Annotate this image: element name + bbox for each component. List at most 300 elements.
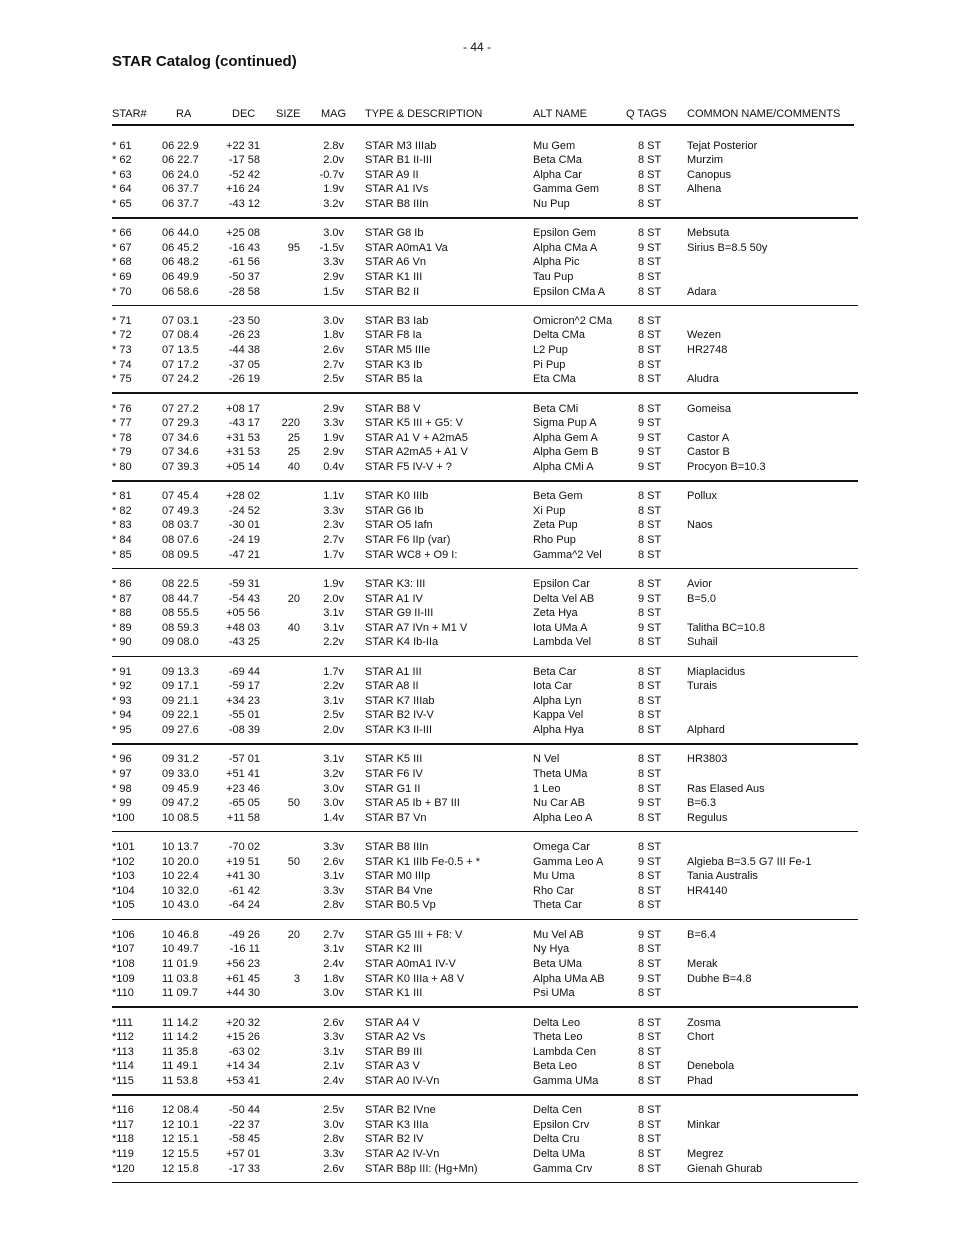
cell-mag: 3.3v <box>323 417 344 430</box>
cell-dec: -24 19 <box>228 534 260 547</box>
cell-tags: 9 ST <box>638 928 662 941</box>
cell-alt: Alpha Gem B <box>533 446 599 459</box>
cell-tags: 8 ST <box>638 154 662 167</box>
cell-dec: -70 02 <box>228 841 260 854</box>
cell-comm: Aludra <box>687 373 719 386</box>
cell-alt: Alpha Car <box>533 168 582 181</box>
table-row <box>0 402 954 417</box>
cell-dec: -61 56 <box>228 256 260 269</box>
cell-star: * 92 <box>112 680 132 693</box>
cell-type: STAR O5 Iafn <box>365 519 433 532</box>
cell-mag: 1.8v <box>323 972 344 985</box>
cell-star: *118 <box>112 1133 134 1146</box>
cell-alt: Mu Gem <box>533 139 576 152</box>
cell-alt: Gamma^2 Vel <box>533 548 602 561</box>
cell-type: STAR B8 IIIn <box>365 197 429 210</box>
cell-ra: 07 24.2 <box>162 373 199 386</box>
cell-tags: 8 ST <box>638 1045 662 1058</box>
cell-star: *112 <box>112 1031 134 1044</box>
cell-type: STAR F6 IIp (var) <box>365 534 451 547</box>
star-group <box>0 226 954 299</box>
cell-ra: 09 17.1 <box>162 680 199 693</box>
cell-dec: -43 12 <box>228 197 260 210</box>
cell-ra: 12 15.5 <box>162 1147 199 1160</box>
cell-star: * 73 <box>112 344 132 357</box>
cell-mag: 2.7v <box>323 928 344 941</box>
table-row <box>0 840 954 855</box>
cell-type: STAR A2 IV-Vn <box>365 1147 440 1160</box>
table-row <box>0 416 954 431</box>
cell-comm: Chort <box>687 1031 714 1044</box>
cell-ra: 07 13.5 <box>162 344 199 357</box>
cell-dec: +08 17 <box>226 402 260 415</box>
table-row <box>0 621 954 636</box>
cell-ra: 07 45.4 <box>162 490 199 503</box>
cell-alt: Gamma UMa <box>533 1074 599 1087</box>
cell-size: 50 <box>287 855 300 868</box>
cell-alt: Rho Car <box>533 884 574 897</box>
cell-dec: -49 26 <box>228 928 260 941</box>
cell-tags: 8 ST <box>638 314 662 327</box>
cell-tags: 9 ST <box>638 431 662 444</box>
cell-tags: 8 ST <box>638 1118 662 1131</box>
cell-type: STAR K1 IIIb Fe-0.5 + * <box>365 855 481 868</box>
cell-ra: 08 03.7 <box>162 519 199 532</box>
cell-alt: Theta Leo <box>533 1031 583 1044</box>
cell-star: *120 <box>112 1162 135 1175</box>
table-row <box>0 752 954 767</box>
table-row <box>0 606 954 621</box>
cell-alt: Epsilon Crv <box>533 1118 590 1131</box>
cell-comm: Gomeisa <box>687 402 732 415</box>
cell-tags: 8 ST <box>638 841 662 854</box>
cell-tags: 8 ST <box>638 373 662 386</box>
cell-dec: +05 14 <box>226 460 260 473</box>
cell-tags: 8 ST <box>638 884 662 897</box>
cell-tags: 8 ST <box>638 1074 662 1087</box>
cell-mag: 1.4v <box>323 811 344 824</box>
table-row <box>0 1074 954 1089</box>
cell-type: STAR K7 IIIab <box>365 694 435 707</box>
cell-ra: 11 09.7 <box>162 987 198 1000</box>
cell-type: STAR A5 Ib + B7 III <box>365 797 460 810</box>
cell-comm: Miaplacidus <box>687 665 746 678</box>
cell-ra: 12 10.1 <box>162 1118 199 1131</box>
cell-dec: -55 01 <box>228 709 260 722</box>
cell-alt: Theta Car <box>533 899 582 912</box>
cell-ra: 10 20.0 <box>162 855 199 868</box>
cell-tags: 8 ST <box>638 402 662 415</box>
cell-tags: 9 ST <box>638 417 662 430</box>
cell-type: STAR B2 IV <box>365 1133 424 1146</box>
cell-mag: 2.2v <box>323 680 344 693</box>
cell-mag: 3.3v <box>323 884 344 897</box>
table-row <box>0 782 954 797</box>
cell-tags: 8 ST <box>638 168 662 181</box>
cell-tags: 8 ST <box>638 329 662 342</box>
cell-star: * 83 <box>112 519 132 532</box>
cell-type: STAR G6 Ib <box>365 504 424 517</box>
table-row <box>0 708 954 723</box>
group-divider <box>112 1094 858 1096</box>
cell-comm: Avior <box>687 578 712 590</box>
cell-ra: 06 37.7 <box>162 183 199 196</box>
cell-ra: 09 45.9 <box>162 782 199 795</box>
cell-comm: Algieba B=3.5 G7 III Fe-1 <box>687 855 812 868</box>
cell-type: STAR M5 IIIe <box>365 344 431 357</box>
table-row <box>0 285 954 300</box>
cell-ra: 06 22.9 <box>162 139 199 152</box>
cell-type: STAR G8 Ib <box>365 227 424 240</box>
cell-ra: 11 01.9 <box>162 957 198 970</box>
cell-ra: 08 07.6 <box>162 534 199 547</box>
cell-star: * 64 <box>112 183 132 196</box>
header-ra: RA <box>176 108 192 120</box>
cell-type: STAR B2 II <box>365 285 420 298</box>
cell-tags: 8 ST <box>638 607 662 620</box>
cell-type: STAR B2 IVne <box>365 1104 436 1117</box>
cell-dec: -26 23 <box>228 329 260 342</box>
cell-mag: 2.9v <box>323 446 344 459</box>
cell-dec: +20 32 <box>226 1016 260 1029</box>
cell-type: STAR G9 II-III <box>365 607 434 620</box>
cell-ra: 12 08.4 <box>162 1104 199 1117</box>
cell-dec: +14 34 <box>226 1060 260 1073</box>
cell-star: * 76 <box>112 402 132 415</box>
cell-tags: 8 ST <box>638 1016 662 1029</box>
cell-type: STAR A1 IVs <box>365 183 429 196</box>
cell-comm: Pollux <box>687 490 717 503</box>
cell-tags: 9 ST <box>638 855 662 868</box>
cell-dec: -47 21 <box>228 548 260 561</box>
cell-mag: 3.0v <box>323 1118 344 1131</box>
cell-type: STAR A6 Vn <box>365 256 426 269</box>
cell-star: *102 <box>112 855 135 868</box>
cell-alt: N Vel <box>533 753 560 766</box>
cell-dec: -64 24 <box>228 899 260 912</box>
star-group <box>0 928 954 1001</box>
cell-star: * 74 <box>112 358 132 371</box>
cell-tags: 9 ST <box>638 460 662 473</box>
cell-ra: 06 24.0 <box>162 168 199 181</box>
cell-star: * 71 <box>112 314 132 327</box>
cell-type: STAR G1 II <box>365 782 421 795</box>
cell-tags: 9 ST <box>638 972 662 985</box>
cell-mag: 2.8v <box>323 899 344 912</box>
cell-mag: 3.0v <box>323 987 344 1000</box>
cell-tags: 8 ST <box>638 534 662 547</box>
cell-dec: +48 03 <box>226 621 260 634</box>
cell-alt: Rho Pup <box>533 534 576 547</box>
cell-comm: Zosma <box>687 1016 721 1029</box>
cell-tags: 8 ST <box>638 1133 662 1146</box>
cell-dec: -23 50 <box>228 314 260 327</box>
cell-dec: +56 23 <box>226 957 260 970</box>
cell-tags: 9 ST <box>638 446 662 459</box>
table-row <box>0 592 954 607</box>
cell-star: * 79 <box>112 446 132 459</box>
cell-star: *119 <box>112 1147 134 1160</box>
cell-type: STAR A8 II <box>365 680 419 693</box>
cell-dec: -37 05 <box>228 358 260 371</box>
cell-mag: 2.8v <box>323 1133 344 1146</box>
table-row <box>0 197 954 212</box>
cell-alt: Alpha Gem A <box>533 431 598 444</box>
table-row <box>0 328 954 343</box>
cell-alt: Alpha CMa A <box>533 241 598 254</box>
cell-alt: Beta CMi <box>533 402 579 415</box>
cell-tags: 8 ST <box>638 1162 662 1175</box>
cell-ra: 07 49.3 <box>162 504 199 517</box>
cell-star: * 90 <box>112 636 132 649</box>
cell-tags: 9 ST <box>638 241 662 254</box>
table-row <box>0 635 954 650</box>
cell-ra: 09 47.2 <box>162 797 199 810</box>
table-row <box>0 343 954 358</box>
cell-star: *106 <box>112 928 135 941</box>
cell-dec: -57 01 <box>228 753 260 766</box>
cell-star: * 78 <box>112 431 132 444</box>
cell-star: *115 <box>112 1074 134 1087</box>
cell-type: STAR K1 III <box>365 987 423 1000</box>
header-size: SIZE <box>276 108 301 120</box>
cell-size: 40 <box>287 621 300 634</box>
star-group <box>0 840 954 913</box>
table-row <box>0 372 954 387</box>
star-group <box>0 577 954 650</box>
cell-alt: Xi Pup <box>533 504 566 517</box>
table-row <box>0 255 954 270</box>
cell-ra: 09 21.1 <box>162 694 199 707</box>
cell-alt: Epsilon Gem <box>533 227 596 240</box>
cell-comm: Adara <box>687 285 717 298</box>
cell-size: 25 <box>287 431 300 444</box>
cell-type: STAR WC8 + O9 I: <box>365 548 458 561</box>
cell-comm: Naos <box>687 519 713 532</box>
star-group <box>0 314 954 387</box>
table-row <box>0 898 954 913</box>
cell-star: * 91 <box>112 665 132 678</box>
cell-star: * 93 <box>112 694 132 707</box>
cell-type: STAR F5 IV-V + ? <box>365 460 452 473</box>
group-divider <box>112 568 858 570</box>
table-row <box>0 226 954 241</box>
cell-comm: Alhena <box>687 183 722 196</box>
table-row <box>0 855 954 870</box>
cell-comm: Sirius B=8.5 50y <box>687 241 768 254</box>
table-row <box>0 445 954 460</box>
cell-dec: +28 02 <box>226 490 260 503</box>
cell-type: STAR K0 IIIa + A8 V <box>365 972 465 985</box>
cell-dec: -63 02 <box>228 1045 260 1058</box>
cell-alt: Alpha CMi A <box>533 460 594 473</box>
cell-ra: 06 48.2 <box>162 256 199 269</box>
table-row <box>0 1059 954 1074</box>
table-row <box>0 767 954 782</box>
cell-mag: 3.1v <box>323 753 344 766</box>
cell-alt: Gamma Crv <box>533 1162 593 1175</box>
cell-dec: +34 23 <box>226 694 260 707</box>
table-row <box>0 460 954 475</box>
cell-ra: 07 03.1 <box>162 314 199 327</box>
cell-ra: 10 13.7 <box>162 841 199 854</box>
cell-alt: Nu Car AB <box>533 797 585 810</box>
cell-star: * 84 <box>112 534 132 547</box>
cell-alt: Gamma Leo A <box>533 855 604 868</box>
cell-tags: 8 ST <box>638 957 662 970</box>
cell-tags: 8 ST <box>638 256 662 269</box>
star-group <box>0 489 954 562</box>
cell-dec: -44 38 <box>228 344 260 357</box>
cell-mag: 3.1v <box>323 870 344 883</box>
cell-type: STAR A1 IV <box>365 592 423 605</box>
cell-alt: Mu Uma <box>533 870 575 883</box>
table-row <box>0 811 954 826</box>
cell-type: STAR K4 Ib-IIa <box>365 636 439 649</box>
table-row <box>0 270 954 285</box>
cell-tags: 8 ST <box>638 636 662 649</box>
cell-alt: Lambda Cen <box>533 1045 596 1058</box>
cell-alt: Kappa Vel <box>533 709 584 722</box>
cell-tags: 8 ST <box>638 724 662 737</box>
cell-star: *107 <box>112 943 135 956</box>
cell-star: * 68 <box>112 256 132 269</box>
header-mag: MAG <box>321 108 347 120</box>
cell-alt: L2 Pup <box>533 344 568 357</box>
cell-mag: 3.0v <box>323 314 344 327</box>
group-divider <box>112 480 858 482</box>
cell-alt: 1 Leo <box>533 782 561 795</box>
table-header <box>0 108 954 124</box>
group-divider <box>112 743 858 745</box>
cell-star: * 80 <box>112 460 132 473</box>
cell-ra: 08 59.3 <box>162 621 199 634</box>
cell-type: STAR B7 Vn <box>365 811 427 824</box>
cell-mag: 3.0v <box>323 782 344 795</box>
cell-star: * 67 <box>112 241 132 254</box>
cell-star: * 70 <box>112 285 132 298</box>
cell-type: STAR A3 V <box>365 1060 420 1073</box>
cell-alt: Iota Car <box>533 680 573 693</box>
table-row <box>0 972 954 987</box>
cell-ra: 09 33.0 <box>162 767 199 780</box>
cell-ra: 09 22.1 <box>162 709 199 722</box>
cell-ra: 06 45.2 <box>162 241 199 254</box>
cell-dec: -17 33 <box>228 1162 260 1175</box>
cell-ra: 07 29.3 <box>162 417 199 430</box>
cell-comm: B=5.0 <box>687 592 717 605</box>
table-row <box>0 1016 954 1031</box>
cell-dec: -30 01 <box>228 519 260 532</box>
cell-star: * 61 <box>112 139 132 152</box>
cell-star: * 69 <box>112 270 132 283</box>
cell-ra: 07 34.6 <box>162 446 199 459</box>
cell-mag: 1.9v <box>323 431 344 444</box>
header-divider <box>112 124 854 126</box>
cell-alt: Beta Leo <box>533 1060 578 1073</box>
cell-alt: Delta Cen <box>533 1104 582 1117</box>
cell-type: STAR B9 III <box>365 1045 423 1058</box>
cell-type: STAR F8 Ia <box>365 329 422 342</box>
cell-type: STAR A7 IVn + M1 V <box>365 621 468 634</box>
cell-type: STAR B8 V <box>365 402 421 415</box>
cell-tags: 8 ST <box>638 1104 662 1117</box>
cell-comm: Mebsuta <box>687 227 730 240</box>
cell-dec: -08 39 <box>228 724 260 737</box>
cell-comm: HR4140 <box>687 884 728 897</box>
cell-dec: +11 58 <box>226 811 260 824</box>
cell-type: STAR K3: III <box>365 578 426 590</box>
cell-ra: 11 03.8 <box>162 972 198 985</box>
cell-comm: Gienah Ghurab <box>687 1162 763 1175</box>
cell-size: 20 <box>287 928 300 941</box>
table-row <box>0 139 954 154</box>
cell-alt: Alpha Leo A <box>533 811 593 824</box>
cell-mag: 3.1v <box>323 943 344 956</box>
cell-star: *105 <box>112 899 135 912</box>
cell-comm: Castor B <box>687 446 730 459</box>
cell-mag: -1.5v <box>319 241 344 254</box>
cell-star: *116 <box>112 1104 134 1117</box>
cell-ra: 09 31.2 <box>162 753 199 766</box>
table-row <box>0 153 954 168</box>
cell-ra: 06 22.7 <box>162 154 199 167</box>
cell-mag: 2.7v <box>323 534 344 547</box>
cell-mag: 2.1v <box>323 1060 344 1073</box>
cell-mag: 2.5v <box>323 1104 344 1117</box>
cell-ra: 11 53.8 <box>162 1074 198 1087</box>
cell-alt: Delta Leo <box>533 1016 581 1029</box>
table-row <box>0 533 954 548</box>
cell-dec: +05 56 <box>226 607 260 620</box>
cell-mag: 2.7v <box>323 358 344 371</box>
cell-dec: +19 51 <box>226 855 260 868</box>
cell-comm: Merak <box>687 957 718 970</box>
table-row <box>0 1147 954 1162</box>
cell-alt: Delta CMa <box>533 329 585 342</box>
cell-tags: 8 ST <box>638 709 662 722</box>
cell-ra: 10 49.7 <box>162 943 199 956</box>
cell-type: STAR M3 IIIab <box>365 139 437 152</box>
cell-dec: -24 52 <box>228 504 260 517</box>
cell-mag: 1.8v <box>323 329 344 342</box>
cell-tags: 8 ST <box>638 665 662 678</box>
header-dec: DEC <box>232 108 256 120</box>
cell-dec: +23 46 <box>226 782 260 795</box>
cell-tags: 8 ST <box>638 811 662 824</box>
table-row <box>0 182 954 197</box>
cell-dec: -69 44 <box>228 665 260 678</box>
cell-dec: +51 41 <box>226 767 260 780</box>
cell-type: STAR K5 III + G5: V <box>365 417 463 430</box>
cell-star: *108 <box>112 957 135 970</box>
cell-mag: 2.0v <box>323 154 344 167</box>
cell-ra: 07 34.6 <box>162 431 199 444</box>
cell-star: * 87 <box>112 592 132 605</box>
table-row <box>0 694 954 709</box>
cell-mag: 2.3v <box>323 519 344 532</box>
cell-type: STAR B1 II-III <box>365 154 433 167</box>
table-row <box>0 1118 954 1133</box>
header-type: TYPE & DESCRIPTION <box>365 108 483 120</box>
cell-ra: 06 49.9 <box>162 270 199 283</box>
cell-ra: 07 39.3 <box>162 460 199 473</box>
cell-ra: 08 44.7 <box>162 592 199 605</box>
cell-star: *117 <box>112 1118 134 1131</box>
table-row <box>0 723 954 738</box>
cell-size: 50 <box>287 797 300 810</box>
cell-dec: +25 08 <box>226 227 260 240</box>
